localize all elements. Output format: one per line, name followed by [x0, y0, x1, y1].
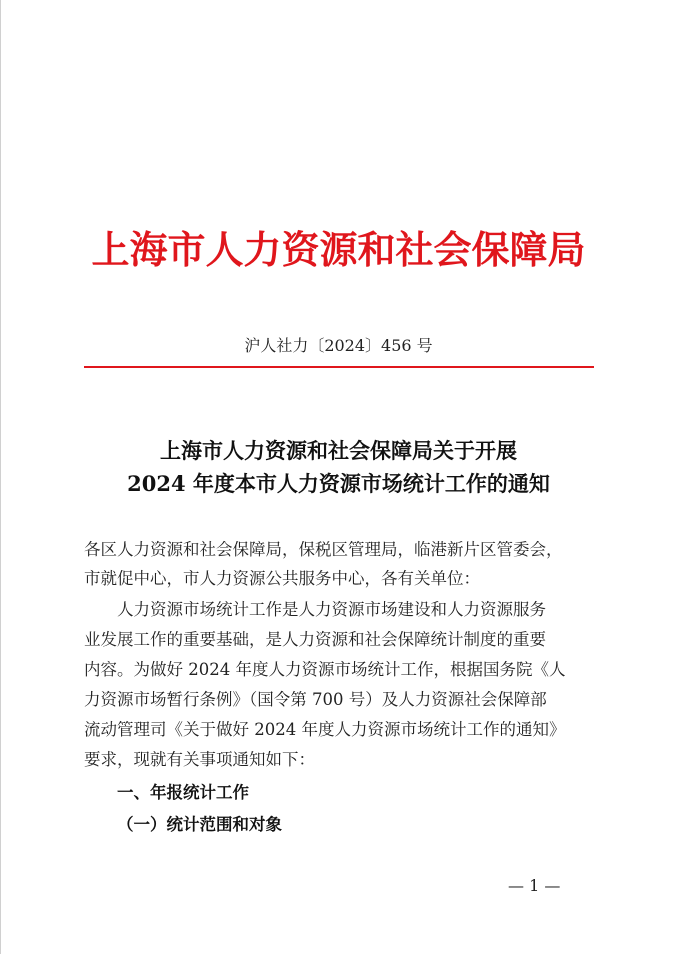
- document-title-line-2: 2024 年度本市人力资源市场统计工作的通知: [127, 471, 550, 496]
- body-paragraph-line: 流动管理司《关于做好 2024 年度人力资源市场统计工作的通知》: [84, 720, 566, 739]
- body-paragraph-line: 内容。为做好 2024 年度人力资源市场统计工作，根据国务院《人: [84, 660, 566, 679]
- body-paragraph-line: 要求，现就有关事项通知如下：: [84, 750, 315, 769]
- addressee-line-1: 各区人力资源和社会保障局，保税区管理局，临港新片区管委会，: [84, 540, 563, 559]
- body-paragraph-line: 人力资源市场统计工作是人力资源市场建设和人力资源服务: [117, 600, 546, 619]
- section-heading-2: （一）统计范围和对象: [117, 815, 282, 834]
- section-heading-1: 一、年报统计工作: [117, 783, 249, 802]
- document-number: 沪人社力〔2024〕456 号: [244, 336, 433, 355]
- red-divider-line: [84, 366, 594, 368]
- body-paragraph-line: 业发展工作的重要基础，是人力资源和社会保障统计制度的重要: [84, 630, 546, 649]
- document-title-line-1: 上海市人力资源和社会保障局关于开展: [160, 438, 517, 463]
- addressee-line-2: 市就促中心，市人力资源公共服务中心，各有关单位：: [84, 569, 480, 588]
- body-paragraph-line: 力资源市场暂行条例》（国令第 700 号）及人力资源社会保障部: [84, 690, 547, 709]
- page-number: — 1 —: [508, 876, 561, 895]
- agency-header: 上海市人力资源和社会保障局: [91, 227, 586, 272]
